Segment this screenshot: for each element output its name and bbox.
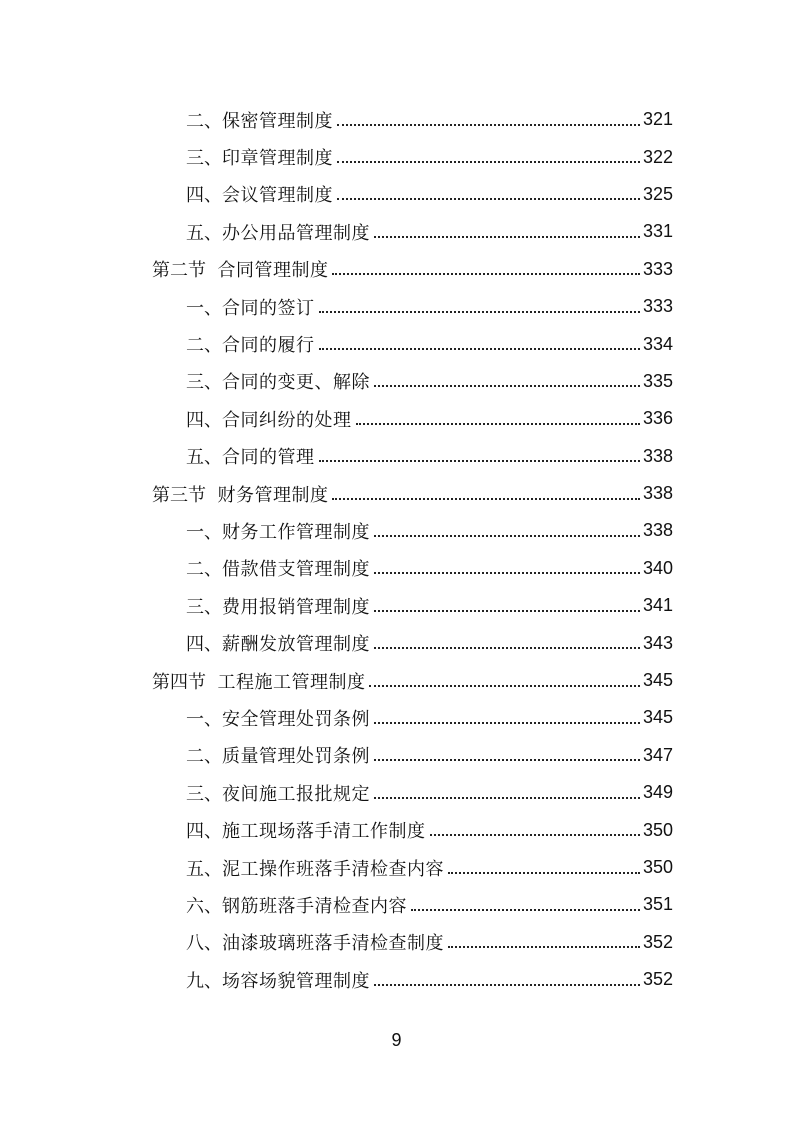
toc-entry-title: 费用报销管理制度 <box>222 596 370 618</box>
dot-leader <box>430 834 640 836</box>
toc-entry-page: 333 <box>642 296 673 317</box>
toc-entry-number: 二、 <box>186 746 222 768</box>
toc-entry[interactable] <box>0 961 793 998</box>
dot-leader <box>374 236 640 238</box>
toc-entry-title: 质量管理处罚条例 <box>222 746 370 768</box>
toc-entry-number: 二、 <box>186 335 222 357</box>
toc-entry-title: 场容场貌管理制度 <box>222 970 370 992</box>
toc-entry-page: 335 <box>642 370 673 391</box>
toc-entry-title: 合同管理制度 <box>217 260 329 282</box>
toc-entry-number: 八、 <box>186 933 222 955</box>
toc-entry[interactable] <box>0 886 793 923</box>
toc-entry-page: 338 <box>642 483 673 504</box>
toc-entry[interactable] <box>0 213 793 250</box>
table-of-contents <box>0 101 793 998</box>
toc-entry-page: 321 <box>642 109 673 130</box>
dot-leader <box>337 161 640 163</box>
toc-entry-title: 财务管理制度 <box>217 484 329 506</box>
toc-entry-number: 二、 <box>186 559 222 581</box>
dot-leader <box>374 385 640 387</box>
toc-entry[interactable] <box>0 924 793 961</box>
toc-entry-title: 合同的履行 <box>222 335 315 357</box>
toc-entry-page: 351 <box>642 894 673 915</box>
toc-entry-page: 322 <box>642 146 673 167</box>
toc-entry-title: 借款借支管理制度 <box>222 559 370 581</box>
toc-entry-page: 333 <box>642 258 673 279</box>
toc-entry-page: 334 <box>642 333 673 354</box>
dot-leader <box>332 498 640 500</box>
toc-entry-number: 一、 <box>186 521 222 543</box>
toc-entry-number: 四、 <box>186 634 222 656</box>
toc-entry[interactable] <box>0 325 793 362</box>
toc-entry-number: 四、 <box>186 821 222 843</box>
toc-entry-page: 340 <box>642 557 673 578</box>
dot-leader <box>356 423 640 425</box>
toc-entry[interactable] <box>0 438 793 475</box>
toc-entry-title: 薪酬发放管理制度 <box>222 634 370 656</box>
toc-entry-page: 350 <box>642 857 673 877</box>
toc-entry-page: 336 <box>642 408 673 429</box>
toc-entry-number: 第二节 <box>152 260 218 282</box>
toc-entry-page: 338 <box>642 445 673 466</box>
toc-entry-number: 一、 <box>186 708 222 730</box>
toc-entry[interactable] <box>0 550 793 587</box>
toc-entry-page: 343 <box>642 632 673 653</box>
dot-leader <box>319 460 640 462</box>
toc-section-entry[interactable] <box>0 251 793 288</box>
toc-entry[interactable] <box>0 587 793 624</box>
toc-entry-title: 夜间施工报批规定 <box>222 783 370 805</box>
toc-entry-title: 安全管理处罚条例 <box>222 708 370 730</box>
page-number: 9 <box>391 1030 402 1050</box>
toc-entry[interactable] <box>0 699 793 736</box>
toc-entry[interactable] <box>0 774 793 811</box>
dot-leader <box>374 647 640 649</box>
toc-entry-number: 六、 <box>186 895 222 917</box>
dot-leader <box>448 872 640 874</box>
dot-leader <box>374 759 640 761</box>
toc-section-entry[interactable] <box>0 475 793 512</box>
toc-entry-page: 349 <box>642 782 673 803</box>
toc-entry-page: 352 <box>642 931 673 952</box>
toc-entry-number: 第四节 <box>152 671 218 693</box>
toc-entry[interactable] <box>0 363 793 400</box>
dot-leader <box>374 535 640 537</box>
dot-leader <box>319 348 640 350</box>
toc-entry[interactable] <box>0 512 793 549</box>
toc-entry-number: 三、 <box>186 148 222 170</box>
toc-entry-page: 350 <box>642 819 673 840</box>
toc-entry-title: 合同的管理 <box>222 447 315 469</box>
toc-entry-title: 油漆玻璃班落手清检查制度 <box>222 933 444 955</box>
toc-entry-number: 五、 <box>186 858 222 880</box>
toc-entry-number: 三、 <box>186 596 222 618</box>
toc-entry-page: 338 <box>642 520 673 541</box>
toc-entry-number: 一、 <box>186 297 222 319</box>
toc-entry-title: 钢筋班落手清检查内容 <box>222 895 407 917</box>
toc-entry-page: 331 <box>642 221 673 242</box>
toc-entry[interactable] <box>0 138 793 175</box>
toc-entry-number: 五、 <box>186 447 222 469</box>
toc-entry-title: 工程施工管理制度 <box>217 671 366 693</box>
dot-leader <box>374 572 640 574</box>
dot-leader <box>374 797 640 799</box>
toc-entry-page: 352 <box>642 969 673 990</box>
toc-entry-title: 保密管理制度 <box>222 110 333 132</box>
dot-leader <box>332 273 640 275</box>
toc-entry-number: 二、 <box>186 110 222 132</box>
toc-entry-number: 四、 <box>186 185 222 207</box>
toc-entry-title: 印章管理制度 <box>222 148 333 170</box>
toc-entry-page: 345 <box>642 707 673 728</box>
toc-entry-page: 345 <box>642 670 673 691</box>
dot-leader <box>411 909 640 911</box>
toc-entry-number: 三、 <box>186 372 222 394</box>
toc-entry-title: 办公用品管理制度 <box>222 222 370 244</box>
toc-entry-title: 合同的签订 <box>222 297 315 319</box>
dot-leader <box>337 124 640 126</box>
toc-entry[interactable] <box>0 176 793 213</box>
dot-leader <box>374 984 640 986</box>
dot-leader <box>337 198 640 200</box>
toc-entry[interactable] <box>0 737 793 774</box>
dot-leader <box>374 722 640 724</box>
toc-entry[interactable] <box>0 400 793 437</box>
toc-entry-title: 财务工作管理制度 <box>222 521 370 543</box>
toc-entry-page: 325 <box>642 183 673 204</box>
toc-entry[interactable] <box>0 811 793 848</box>
toc-entry-page: 341 <box>642 595 673 616</box>
toc-entry-page: 347 <box>642 744 673 765</box>
toc-entry-number: 四、 <box>186 409 222 431</box>
dot-leader <box>369 685 640 687</box>
dot-leader <box>374 610 640 612</box>
toc-entry-number: 五、 <box>186 222 222 244</box>
toc-entry-title: 合同的变更、解除 <box>222 372 370 394</box>
toc-entry-number: 三、 <box>186 783 222 805</box>
toc-entry[interactable] <box>0 849 793 886</box>
toc-entry-title: 会议管理制度 <box>222 185 333 207</box>
toc-entry-number: 第三节 <box>152 484 218 506</box>
dot-leader <box>319 311 640 313</box>
toc-section-entry[interactable] <box>0 662 793 699</box>
toc-entry-number: 九、 <box>186 970 222 992</box>
toc-entry[interactable] <box>0 101 793 138</box>
toc-entry-title: 施工现场落手清工作制度 <box>222 821 426 843</box>
toc-entry-title: 泥工操作班落手清检查内容 <box>222 858 444 880</box>
toc-entry-title: 合同纠纷的处理 <box>222 409 352 431</box>
toc-entry[interactable] <box>0 288 793 325</box>
dot-leader <box>448 946 640 948</box>
toc-entry[interactable] <box>0 624 793 661</box>
